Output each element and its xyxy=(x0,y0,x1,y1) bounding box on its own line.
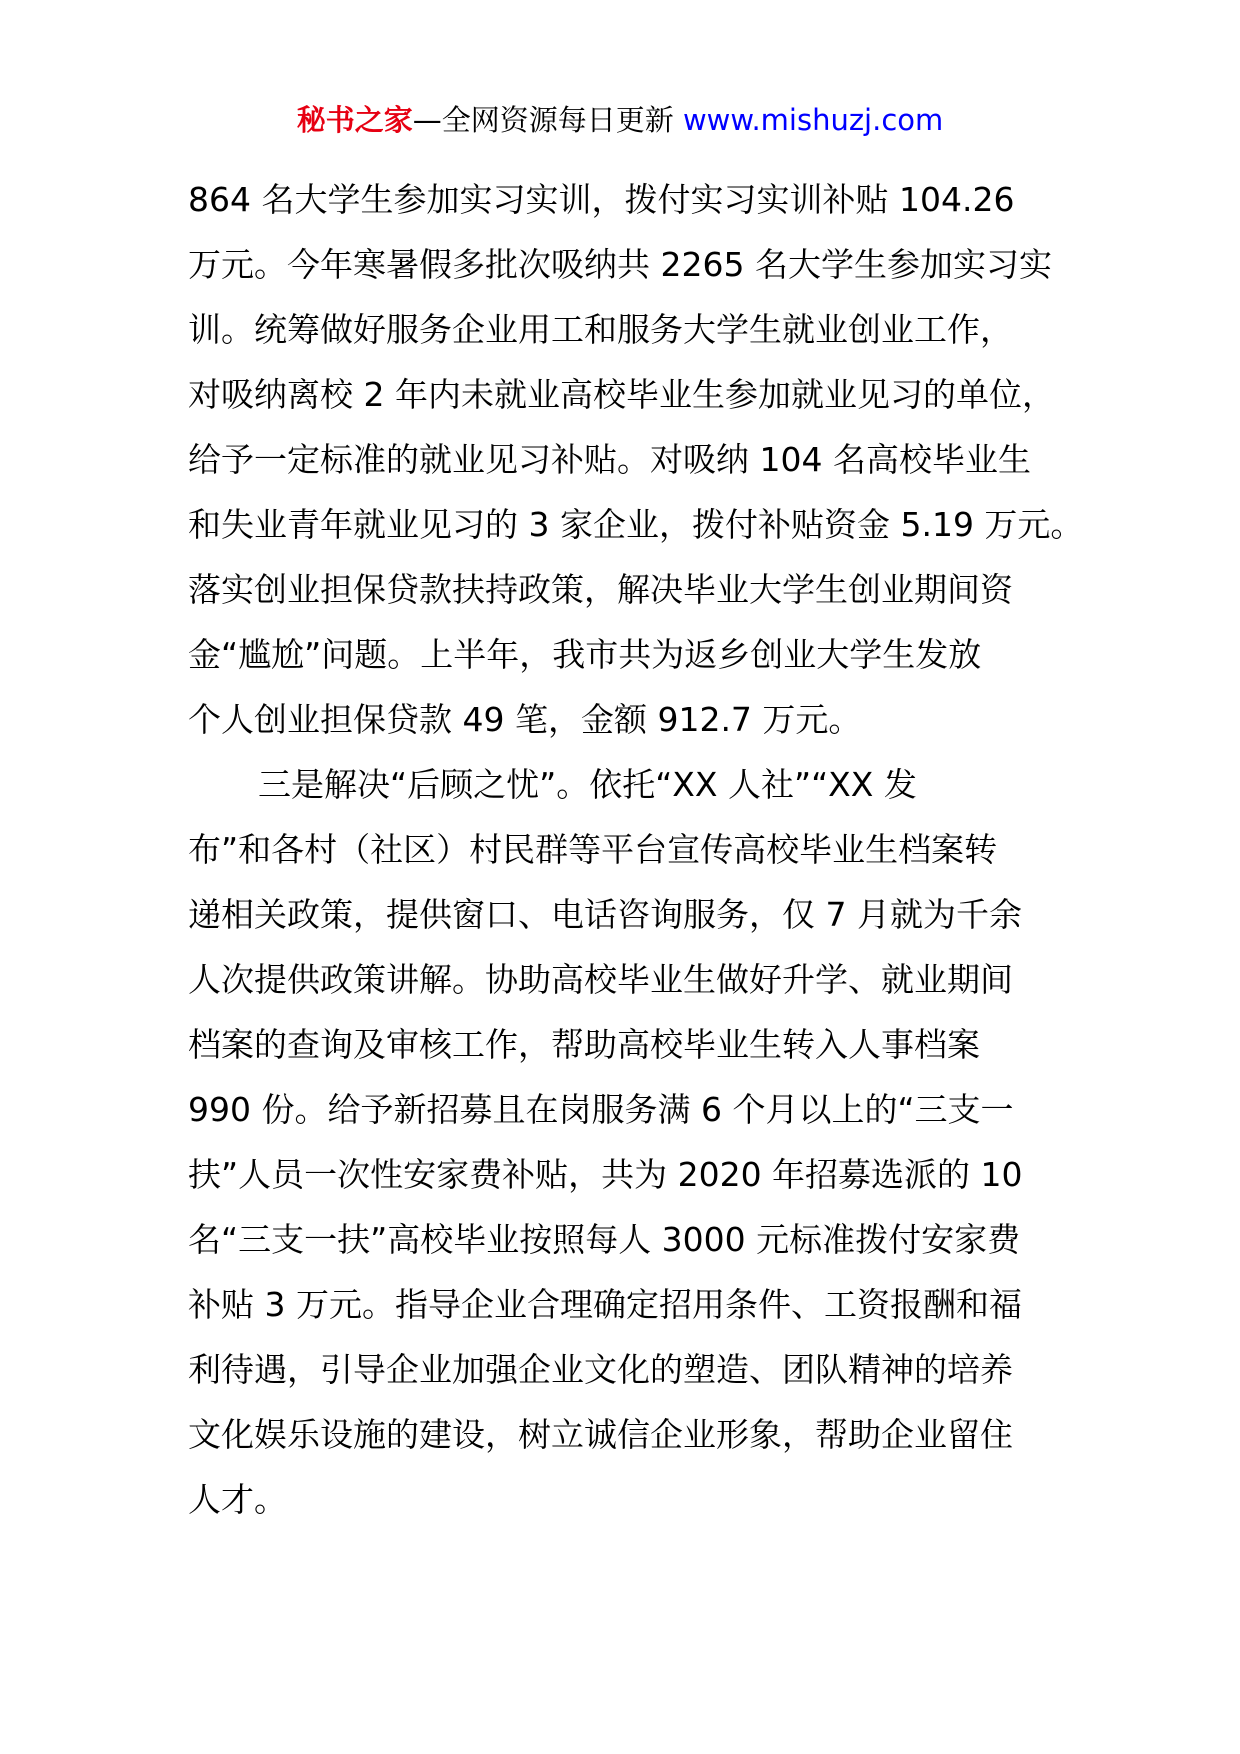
text-line: 名“三支一扶”高校毕业按照每人 3000 元标准拨付安家费 xyxy=(188,1220,1021,1259)
text-line: 递相关政策，提供窗口、电话咨询服务，仅 7 月就为千余 xyxy=(188,895,1022,934)
site-url-link[interactable]: www.mishuzj.com xyxy=(682,103,944,137)
text-line: 训。统筹做好服务企业用工和服务大学生就业创业工作， xyxy=(188,310,1013,349)
text-line: 对吸纳离校 2 年内未就业高校毕业生参加就业见习的单位， xyxy=(188,375,1055,414)
text-line: 布”和各村（社区）村民群等平台宣传高校毕业生档案转 xyxy=(188,830,998,869)
text-line: 扶”人员一次性安家费补贴，共为 2020 年招募选派的 10 xyxy=(188,1155,1023,1194)
text-line: 利待遇，引导企业加强企业文化的塑造、团队精神的培养 xyxy=(188,1350,1013,1389)
site-brand: 秘书之家 xyxy=(296,103,413,137)
text-line: 990 份。给予新招募且在岗服务满 6 个月以上的“三支一 xyxy=(188,1090,1014,1129)
text-line: 人次提供政策讲解。协助高校毕业生做好升学、就业期间 xyxy=(188,960,1013,999)
text-line: 落实创业担保贷款扶持政策，解决毕业大学生创业期间资 xyxy=(188,570,1013,609)
text-line: 文化娱乐设施的建设，树立诚信企业形象，帮助企业留住 xyxy=(188,1415,1013,1454)
page-header xyxy=(0,100,1240,140)
text-line: 给予一定标准的就业见习补贴。对吸纳 104 名高校毕业生 xyxy=(188,440,1031,479)
text-line: 个人创业担保贷款 49 笔，金额 912.7 万元。 xyxy=(188,700,862,739)
text-line: 和失业青年就业见习的 3 家企业，拨付补贴资金 5.19 万元。 xyxy=(188,505,1084,544)
text-line: 补贴 3 万元。指导企业合理确定招用条件、工资报酬和福 xyxy=(188,1285,1022,1324)
text-line: 档案的查询及审核工作，帮助高校毕业生转入人事档案 xyxy=(188,1025,980,1064)
paragraph-start-line: 三是解决“后顾之忧”。依托“XX 人社”“XX 发 xyxy=(258,765,917,804)
text-line: 金“尴尬”问题。上半年，我市共为返乡创业大学生发放 xyxy=(188,635,982,674)
text-line: 人才。 xyxy=(188,1480,287,1519)
text-line: 864 名大学生参加实习实训，拨付实习实训补贴 104.26 xyxy=(188,180,1015,219)
site-tagline: —全网资源每日更新 xyxy=(412,103,683,137)
text-line: 万元。今年寒暑假多批次吸纳共 2265 名大学生参加实习实 xyxy=(188,245,1052,284)
document-body xyxy=(188,167,1084,1532)
